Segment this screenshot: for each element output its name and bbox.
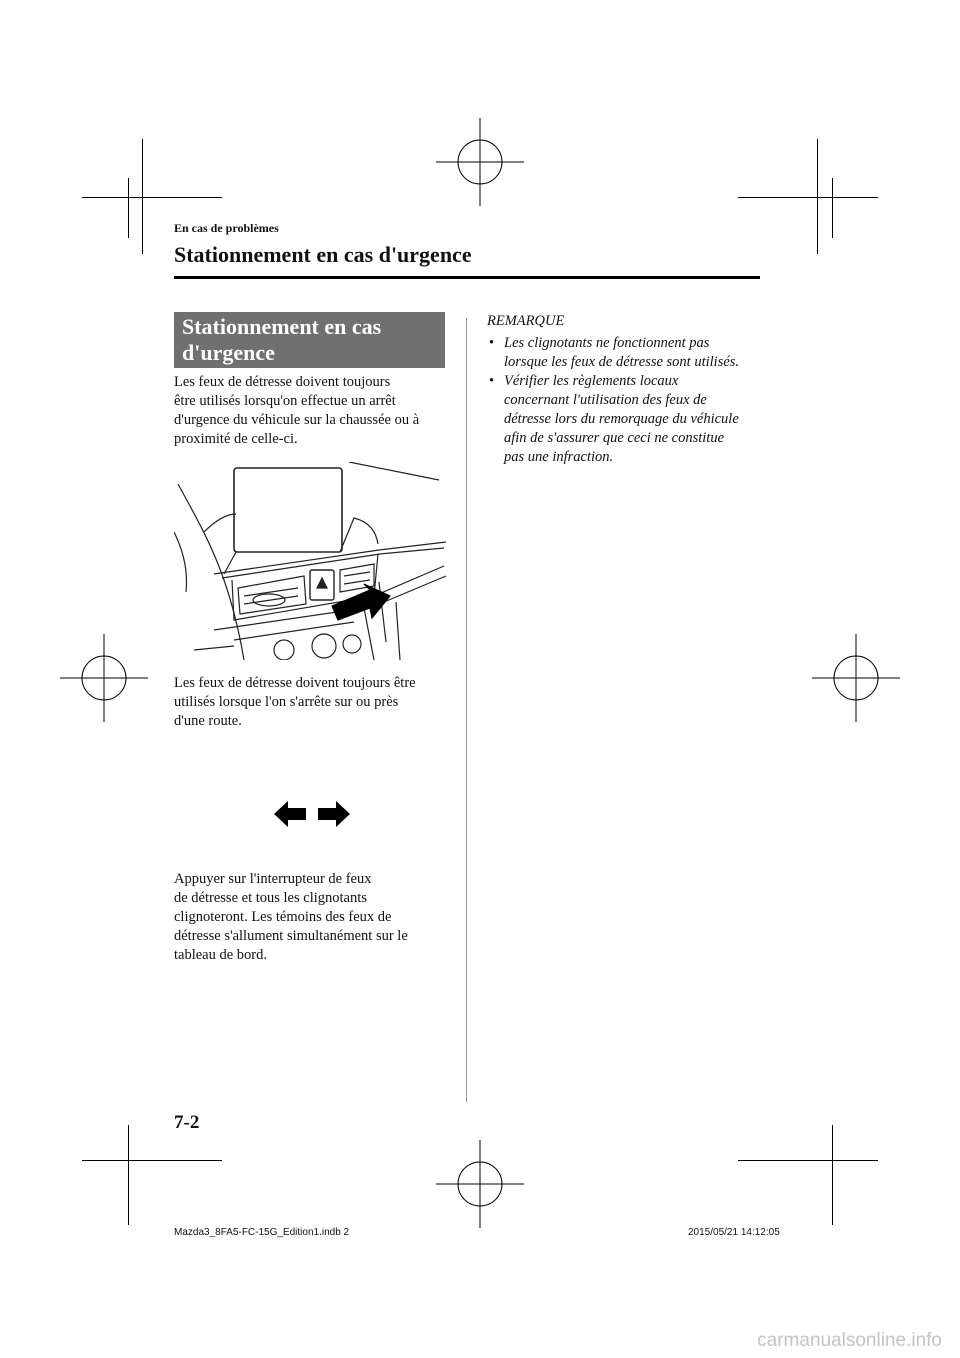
registration-mark-left <box>60 634 148 722</box>
text-line: lorsque les feux de détresse sont utilisés. <box>504 354 740 370</box>
title-rule <box>174 276 760 279</box>
text-line: de détresse et tous les clignotants <box>174 890 367 906</box>
text-line: Les feux de détresse doivent toujours <box>174 374 391 390</box>
note-list <box>487 334 762 467</box>
text-line: être utilisés lorsqu'on effectue un arrêt <box>174 393 396 409</box>
text-line: Les clignotants ne fonctionnent pas <box>504 335 710 351</box>
text-line: détresse lors du remorquage du véhicule <box>504 411 739 427</box>
text-line: d'urgence du véhicule sur la chaussée ou à <box>174 412 420 428</box>
registration-mark-right <box>812 634 900 722</box>
footer-file: Mazda3_8FA5-FC-15G_Edition1.indb 2 <box>174 1227 350 1238</box>
paragraph-road <box>174 674 446 731</box>
text-line: afin de s'assurer que ceci ne constitue <box>504 430 725 446</box>
registration-mark-top <box>436 118 524 206</box>
bullet: • <box>489 373 495 389</box>
watermark: carmanualsonline.info <box>757 1330 942 1351</box>
text-line: Vérifier les règlements locaux <box>504 373 679 389</box>
column-divider <box>466 318 467 1102</box>
text-line: clignoteront. Les témoins des feux de <box>174 909 392 925</box>
hazard-switch-dashboard-illustration <box>174 462 448 660</box>
list-item <box>487 334 762 372</box>
bullet: • <box>489 335 495 351</box>
turn-signal-arrows-icon <box>274 800 350 828</box>
page-number: 7-2 <box>174 1112 200 1133</box>
chapter-label: En cas de problèmes <box>174 221 279 235</box>
text-line: d'une route. <box>174 713 242 729</box>
registration-mark-bottom <box>436 1140 524 1228</box>
section-heading-line: d'urgence <box>182 340 275 365</box>
text-line: proximité de celle-ci. <box>174 431 298 447</box>
text-line: Les feux de détresse doivent toujours être <box>174 675 416 691</box>
paragraph-intro <box>174 373 446 449</box>
page-title: Stationnement en cas d'urgence <box>174 242 472 267</box>
text-line: tableau de bord. <box>174 947 268 963</box>
text-line: Appuyer sur l'interrupteur de feux <box>174 871 372 887</box>
text-line: détresse s'allument simultanément sur le <box>174 928 408 944</box>
text-line: utilisés lorsque l'on s'arrête sur ou près <box>174 694 399 710</box>
section-heading-line: Stationnement en cas <box>182 314 382 339</box>
list-item <box>487 372 762 467</box>
text-line: pas une infraction. <box>504 449 614 465</box>
footer-timestamp: 2015/05/21 14:12:05 <box>688 1227 780 1238</box>
section-heading <box>174 312 445 368</box>
paragraph-operation <box>174 870 446 965</box>
text-line: concernant l'utilisation des feux de <box>504 392 707 408</box>
note-heading: REMARQUE <box>487 313 565 329</box>
